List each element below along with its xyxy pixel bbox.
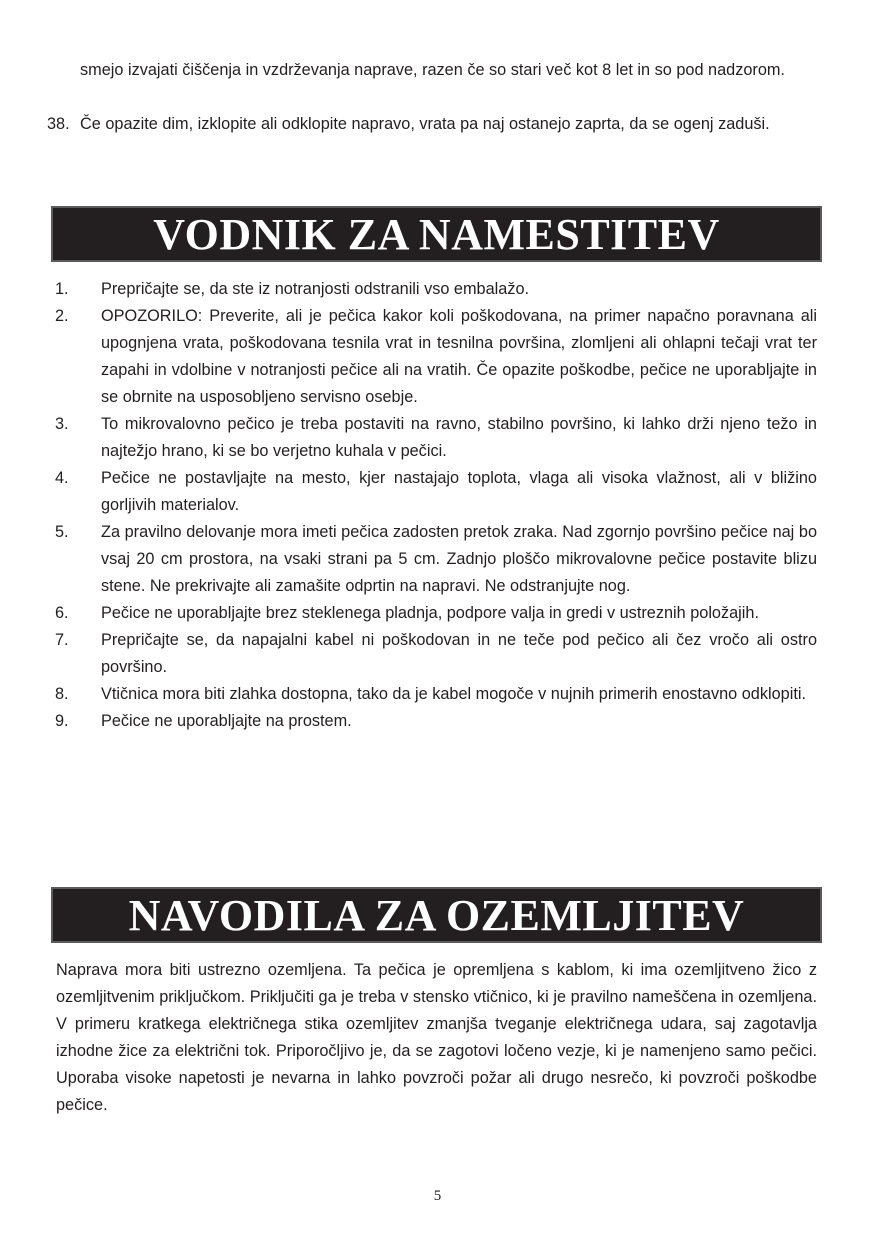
list-item	[55, 627, 817, 681]
list-item	[55, 600, 817, 627]
list-item	[55, 681, 817, 708]
item-number: 7.	[55, 631, 69, 649]
list-item	[55, 519, 817, 600]
section-heading-installation: VODNIK ZA NAMESTITEV	[51, 206, 822, 262]
item-text: To mikrovalovno pečico je treba postaviti na ravno, stabilno površino, ki lahko drži njeno težo in najtežjo hrano, ki se bo verjetno kuhala v pečici.	[101, 415, 817, 460]
list-item-38	[47, 111, 817, 138]
installation-list	[55, 276, 817, 735]
list-item	[55, 465, 817, 519]
item-number: 9.	[55, 712, 69, 730]
item-number: 4.	[55, 469, 69, 487]
item-number: 2.	[55, 307, 69, 325]
page-number: 5	[433, 1188, 442, 1204]
item-number: 8.	[55, 685, 69, 703]
item-text: Vtičnica mora biti zlahka dostopna, tako da je kabel mogoče v nujnih primerih enostavno odklopiti.	[101, 685, 807, 703]
item-text: Pečice ne uporabljajte brez steklenega pladnja, podpore valja in gredi v ustreznih položajih.	[101, 604, 759, 622]
item-text: Pečice ne postavljajte na mesto, kjer nastajajo toplota, vlaga ali visoka vlažnost, ali v bližino gorljivih materialov.	[101, 469, 817, 514]
item-text: Za pravilno delovanje mora imeti pečica zadosten pretok zraka. Nad zgornjo površino pečice naj bo vsaj 20 cm prostora, na vsaki strani pa 5 cm. Zadnjo ploščo mikrovalovne pečice postavite blizu stene. Ne prekrivajte ali zamašite odprtin na napravi. Ne odstranjujte nog.	[101, 523, 817, 595]
continued-item-text: smejo izvajati čiščenja in vzdrževanja naprave, razen če so stari več kot 8 let in so pod nadzorom.	[80, 61, 785, 79]
item-number: 38.	[47, 115, 70, 133]
list-item	[55, 708, 817, 735]
item-text: Prepričajte se, da napajalni kabel ni poškodovan in ne teče pod pečico ali čez vročo ali ostro površino.	[101, 631, 817, 676]
item-text: OPOZORILO: Preverite, ali je pečica kakor koli poškodovana, na primer napačno poravnana ali upognjena vrata, poškodovana tesnila vrat in tesnilna površina, zlomljeni ali ohlapni tečaji vrat ter zapahi in vdolbine v notranjosti pečice ali na vratih. Če opazite poškodbe, pečice ne uporabljajte in se obrnite na usposobljeno servisno osebje.	[101, 307, 817, 406]
list-item	[55, 276, 817, 303]
item-text: Če opazite dim, izklopite ali odklopite napravo, vrata pa naj ostanejo zaprta, da se ogenj zaduši.	[80, 115, 770, 133]
grounding-paragraph: Naprava mora biti ustrezno ozemljena. Ta pečica je opremljena s kablom, ki ima ozemljitveno žico z ozemljitvenim priključkom. Priključiti ga je treba v stensko vtičnico, ki je pravilno nameščena in ozemljena. V primeru kratkega električnega stika ozemljitev zmanjša tveganje električnega udara, saj zagotavlja izhodne žice za električni tok. Priporočljivo je, da se zagotovi ločeno vezje, ki je namenjeno samo pečici. Uporaba visoke napetosti je nevarna in lahko povzroči požar ali drugo nesrečo, ki povzroči poškodbe pečice.	[56, 961, 817, 1114]
item-text: Prepričajte se, da ste iz notranjosti odstranili vso embalažo.	[101, 280, 530, 298]
item-number: 3.	[55, 415, 69, 433]
section-heading-grounding: NAVODILA ZA OZEMLJITEV	[51, 887, 822, 943]
item-number: 1.	[55, 280, 69, 298]
list-item	[55, 411, 817, 465]
item-text: Pečice ne uporabljajte na prostem.	[101, 712, 352, 730]
item-number: 6.	[55, 604, 69, 622]
list-item	[55, 303, 817, 411]
item-number: 5.	[55, 523, 69, 541]
